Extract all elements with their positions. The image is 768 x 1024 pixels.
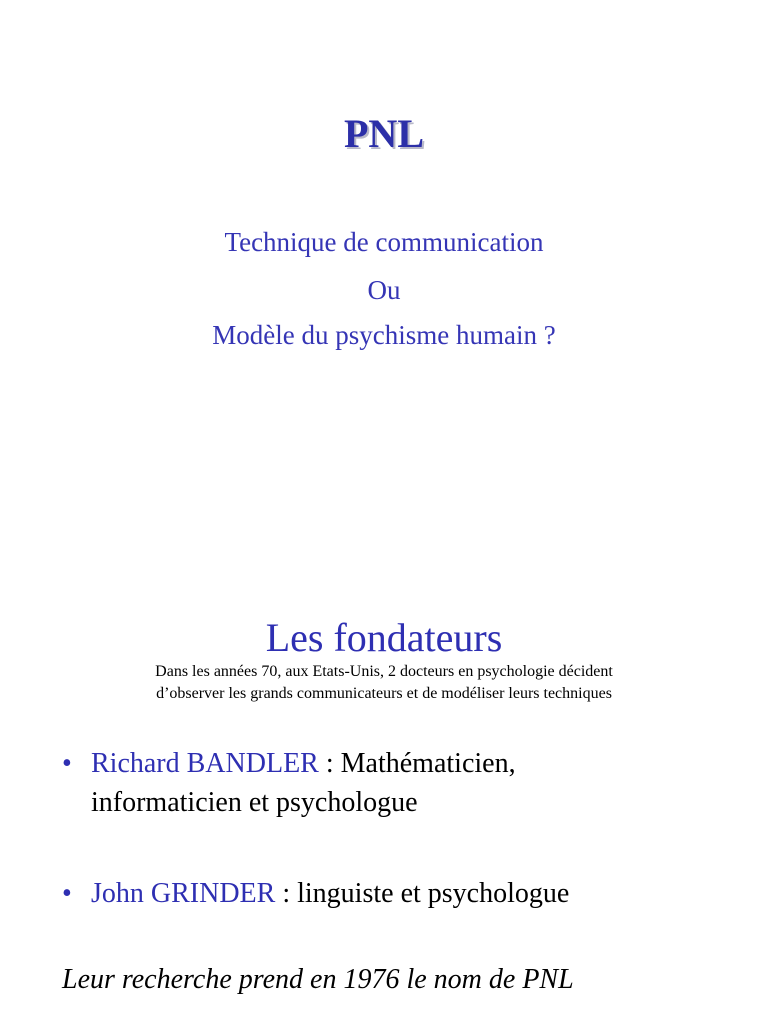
bullet-grinder — [62, 874, 742, 913]
slide-founders — [0, 512, 768, 1024]
bullet-text — [62, 874, 742, 913]
separator: : — [318, 748, 341, 779]
bullet-marker-icon: • — [62, 748, 72, 779]
subtitle-line-1: Technique de communication — [224, 227, 544, 257]
subtitle-line-2: Ou — [367, 275, 401, 305]
separator: : — [275, 878, 298, 909]
bullet-bandler — [62, 744, 742, 822]
subtitle-line-3: Modèle du psychisme humain ? — [212, 320, 556, 350]
intro-line-1: Dans les années 70, aux Etats-Unis, 2 docteurs en psychologie décident — [155, 663, 613, 680]
founder-description: Mathématicien, — [340, 748, 516, 779]
bullet-text — [62, 744, 742, 822]
founder-description: linguiste et psychologue — [297, 878, 570, 909]
intro-line-2: d’observer les grands communicateurs et de modéliser leurs techniques — [156, 685, 612, 702]
footer-note: Leur recherche prend en 1976 le nom de PNL — [62, 964, 574, 995]
founder-name: John GRINDER — [91, 878, 276, 909]
founder-name: Richard BANDLER — [91, 748, 319, 779]
slide-title-heading: PNL — [344, 111, 424, 156]
bullet-marker-icon: • — [62, 878, 72, 909]
founders-heading: Les fondateurs — [265, 615, 503, 660]
founder-description-cont: informaticien et psychologue — [91, 787, 418, 818]
founders-intro — [0, 661, 768, 705]
